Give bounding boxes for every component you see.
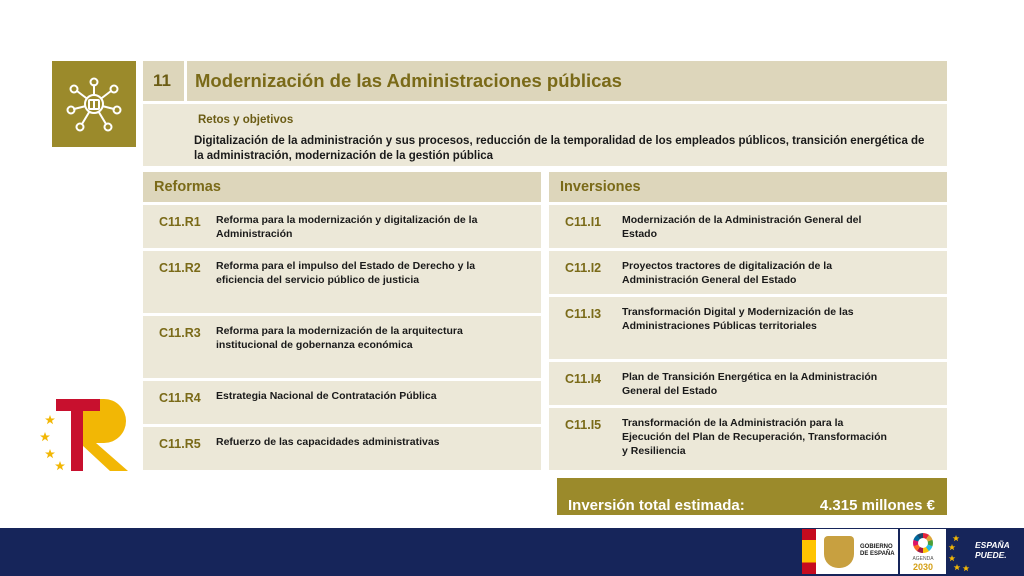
reforma-text: Refuerzo de las capacidades administrativas [216,436,440,448]
eu-stars-circle-icon [948,529,974,574]
component-title: Modernización de las Administraciones públicas [187,61,947,101]
reforma-code: C11.R4 [159,391,201,405]
reformas-heading: Reformas [143,172,541,202]
reforma-item-r5 [143,427,541,470]
reforma-code: C11.R1 [159,215,201,229]
inversion-item-i1 [549,205,947,248]
reforma-item-r3 [143,316,541,378]
espana-puede-logo [948,529,1024,574]
reforma-text: Reforma para la modernización y digitalización de la Administración [216,214,478,240]
reforma-item-r4 [143,381,541,424]
inversion-item-i5 [549,408,947,470]
retos-label: Retos y objetivos [198,114,294,126]
reforma-item-r1 [143,205,541,248]
inversion-code: C11.I4 [565,372,602,386]
network-nodes-icon [52,61,136,147]
gobierno-de-espana-logo [802,529,898,574]
inversion-text: Transformación Digital y Modernización de las Administraciones Públicas territoriales [622,306,854,332]
reforma-text: Estrategia Nacional de Contratación Pública [216,390,437,402]
agenda-2030-logo [900,529,946,574]
agenda-line-1: AGENDA [912,556,934,562]
sdg-wheel-icon [913,533,933,553]
eu-stars-icon [40,415,65,470]
total-label: Inversión total estimada: [568,497,745,514]
recovery-plan-tr-logo [38,395,130,475]
reforma-item-r2 [143,251,541,313]
inversion-item-i3 [549,297,947,359]
inversion-code: C11.I3 [565,307,602,321]
reforma-text: Reforma para el impulso del Estado de Derecho y la eficiencia del servicio público de justicia [216,260,476,286]
retos-text: Digitalización de la administración y sus procesos, reducción de la temporalidad de los empleados públicos, transición energética de la administración, modernización de la gestión pública [194,135,925,162]
inversion-item-i2 [549,251,947,294]
inversion-item-i4 [549,362,947,405]
inversion-code: C11.I2 [565,261,602,275]
total-amount: 4.315 millones € [819,497,935,514]
inversion-text: Transformación de la Administración para la Ejecución del Plan de Recuperación, Transformación y Resiliencia [622,417,887,457]
total-investment-banner [557,478,947,515]
inversiones-heading: Inversiones [549,172,947,202]
inversion-code: C11.I1 [565,215,602,229]
component-number: 11 [143,61,184,101]
coat-of-arms-icon [824,536,854,568]
component-icon-box [52,61,136,147]
puede-line-2: PUEDE. [975,550,1007,560]
inversion-text: Proyectos tractores de digitalización de la Administración General del Estado [622,260,833,286]
gobierno-line-1: GOBIERNO [860,544,893,550]
spain-flag-icon [802,529,816,574]
inversion-code: C11.I5 [565,418,602,432]
reforma-code: C11.R3 [159,326,201,340]
retos-section [143,104,947,166]
inversion-text: Modernización de la Administración General del Estado [622,214,862,240]
gobierno-line-2: DE ESPAÑA [860,551,895,557]
reforma-code: C11.R2 [159,261,201,275]
inversion-text: Plan de Transición Energética en la Administración General del Estado [622,371,878,397]
puede-line-1: ESPAÑA [975,540,1010,550]
agenda-line-2: 2030 [912,562,934,572]
reforma-code: C11.R5 [159,437,201,451]
reforma-text: Reforma para la modernización de la arquitectura institucional de gobernanza económica [216,325,463,351]
